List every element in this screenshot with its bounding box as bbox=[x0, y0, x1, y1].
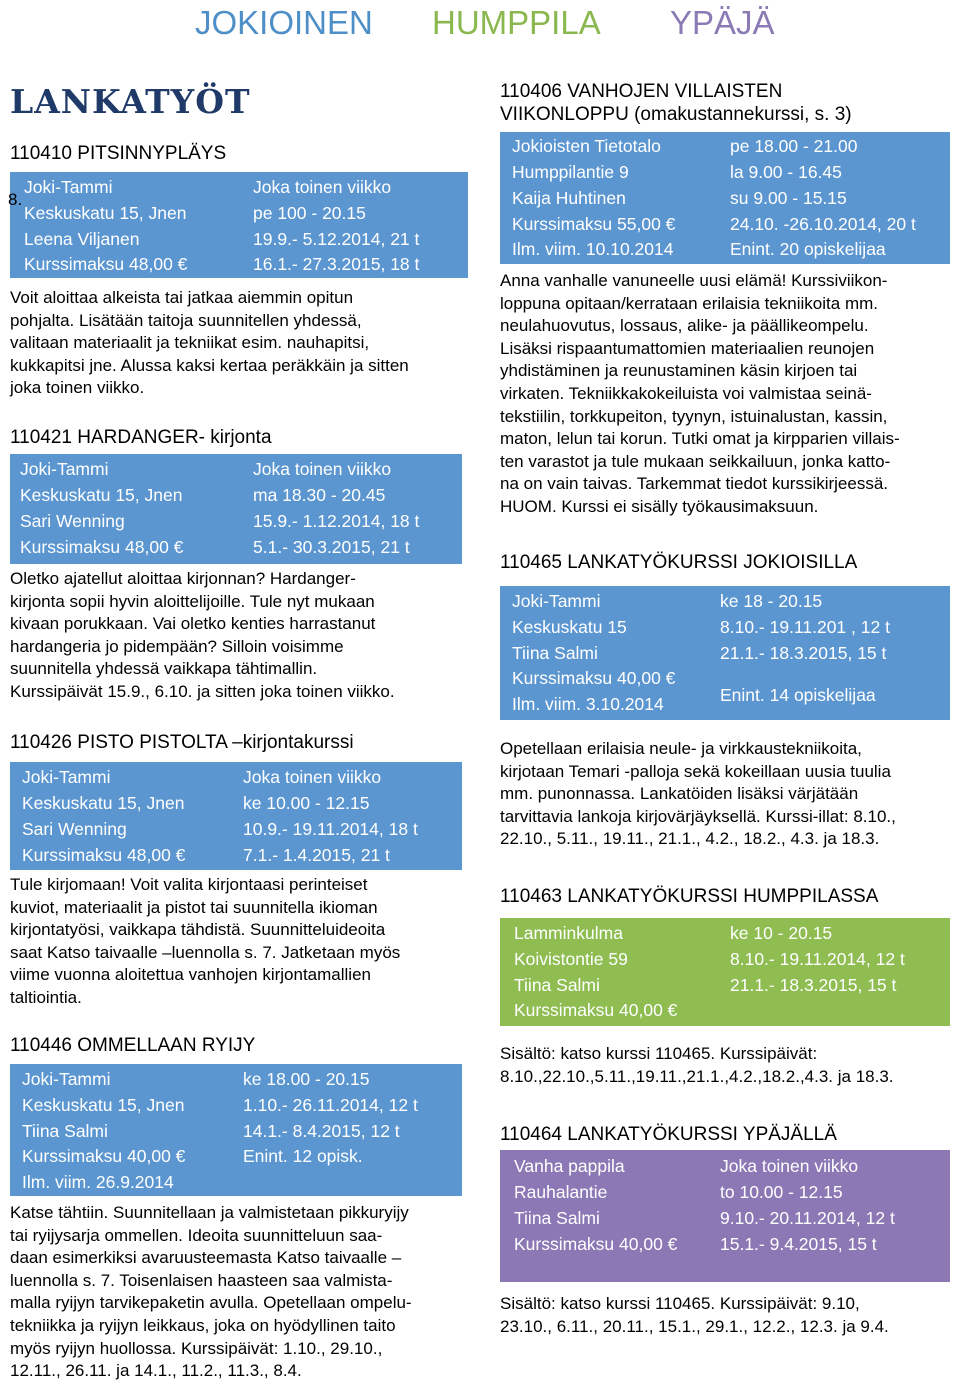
stray-mark: 8. bbox=[8, 190, 23, 209]
info-period: 24.10. -26.10.2014, 20 t bbox=[730, 214, 916, 234]
header-ypaja: YPÄJÄ bbox=[670, 4, 775, 41]
info-address: Keskuskatu 15, Jnen bbox=[22, 1095, 185, 1115]
info-teacher: Sari Wenning bbox=[22, 819, 127, 839]
info-teacher: Tiina Salmi bbox=[514, 1208, 600, 1228]
info-location: Joki-Tammi bbox=[24, 177, 113, 197]
description-line: viime vuonna aloitettua vanhojen kirjontamallien bbox=[10, 965, 371, 985]
course-description-110464 bbox=[500, 1293, 889, 1338]
heading-line: VIIKONLOPPU (omakustannekurssi, s. 3) bbox=[500, 104, 852, 125]
info-registration-deadline: Ilm. viim. 3.10.2014 bbox=[512, 694, 664, 714]
description-line: kirjonta sopii hyvin aloittelijoille. Tule nyt mukaan bbox=[10, 591, 375, 611]
description-line: Katse tähtiin. Suunnitellaan ja valmistetaan pikkuryijy bbox=[10, 1203, 409, 1222]
info-period-spring: 14.1.- 8.4.2015, 12 t bbox=[243, 1121, 400, 1141]
course-description-110446 bbox=[10, 1202, 412, 1383]
course-heading-110465: 110465 LANKATYÖKURSSI JOKIOISILLA bbox=[500, 552, 858, 573]
description-line: Sisältö: katso kurssi 110465. Kurssipäivät: bbox=[500, 1044, 818, 1063]
description-line: 23.10., 6.11., 20.11., 15.1., 29.1., 12.2., 12.3. ja 9.4. bbox=[500, 1316, 889, 1336]
course-description-110406 bbox=[500, 270, 900, 519]
description-line: Tule kirjomaan! Voit valita kirjontaasi perinteiset bbox=[10, 875, 368, 894]
course-description-110410 bbox=[10, 287, 409, 400]
description-line: neulahuovutus, lossaus, alike- ja päällikeompelu. bbox=[500, 316, 869, 336]
info-location: Vanha pappila bbox=[514, 1156, 625, 1176]
description-line: tarvittavia lankoja kirjovärjäyksellä. Kurssi-illat: 8.10., bbox=[500, 806, 896, 826]
course-description-110426 bbox=[10, 874, 400, 1010]
course-info-box-110406 bbox=[500, 132, 950, 264]
course-heading-110446: 110446 OMMELLAAN RYIJY bbox=[10, 1035, 256, 1056]
info-schedule: Joka toinen viikko bbox=[720, 1156, 859, 1176]
info-address: Keskuskatu 15, Jnen bbox=[20, 485, 183, 505]
description-line: tekniikka ja ryijyn leikkaus, joka on hyödyllinen taito bbox=[10, 1315, 396, 1335]
info-address: Keskuskatu 15 bbox=[512, 617, 627, 637]
info-time-sunday: su 9.00 - 15.15 bbox=[730, 188, 847, 208]
course-info-box-110410 bbox=[10, 172, 468, 278]
info-fee: Kurssimaksu 48,00 € bbox=[22, 845, 186, 865]
course-info-box-110446 bbox=[10, 1064, 462, 1196]
course-info-box-110463 bbox=[500, 918, 950, 1026]
info-fee: Kurssimaksu 48,00 € bbox=[20, 537, 184, 557]
info-period-autumn: 19.9.- 5.12.2014, 21 t bbox=[253, 229, 420, 249]
info-time: ke 10.00 - 12.15 bbox=[243, 793, 370, 813]
description-line: kirjontatyösi, vaikkapa tähdistä. Suunnitteluideoita bbox=[10, 920, 386, 940]
info-schedule: Joka toinen viikko bbox=[243, 767, 382, 787]
info-time: ke 10 - 20.15 bbox=[730, 923, 833, 943]
description-line: virkaten. Tekniikkakokeiluista voi valmistaa seinä- bbox=[500, 383, 872, 403]
course-description-110421 bbox=[10, 568, 395, 704]
course-heading-110426: 110426 PISTO PISTOLTA –kirjontakurssi bbox=[10, 732, 354, 753]
info-period-autumn: 9.10.- 20.11.2014, 12 t bbox=[720, 1208, 895, 1228]
info-address: Rauhalantie bbox=[514, 1182, 608, 1202]
info-schedule: Joka toinen viikko bbox=[253, 459, 392, 479]
info-time: ke 18 - 20.15 bbox=[720, 591, 823, 611]
info-fee: Kurssimaksu 40,00 € bbox=[512, 668, 676, 688]
info-period-autumn: 10.9.- 19.11.2014, 18 t bbox=[243, 819, 418, 839]
description-line: Kurssipäivät 15.9., 6.10. ja sitten joka toinen viikko. bbox=[10, 681, 395, 701]
info-location: Joki-Tammi bbox=[22, 1069, 111, 1089]
info-fee: Kurssimaksu 40,00 € bbox=[514, 1000, 678, 1020]
info-time: pe 100 - 20.15 bbox=[253, 203, 366, 223]
header-jokioinen: JOKIOINEN bbox=[195, 4, 373, 41]
info-location: Jokioisten Tietotalo bbox=[512, 136, 661, 156]
info-max-students: Enint. 20 opiskelijaa bbox=[730, 239, 886, 259]
description-line: kivaan porukkaan. Vai oletko kenties harrastanut bbox=[10, 614, 376, 634]
course-heading-110463: 110463 LANKATYÖKURSSI HUMPPILASSA bbox=[500, 886, 879, 907]
description-line: suunnitella yhdessä vaikkapa tähtimallin. bbox=[10, 659, 318, 679]
description-line: tai ryijysarja ommellen. Ideoita suunnitteluun saa- bbox=[10, 1225, 383, 1245]
info-fee: Kurssimaksu 48,00 € bbox=[24, 254, 188, 274]
description-line: 12.11., 26.11. ja 14.1., 11.2., 11.3., 8.4. bbox=[10, 1361, 302, 1381]
info-teacher: Sari Wenning bbox=[20, 511, 125, 531]
course-info-box-110465 bbox=[500, 586, 950, 720]
info-location: Joki-Tammi bbox=[20, 459, 109, 479]
info-schedule: Joka toinen viikko bbox=[253, 177, 392, 197]
description-line: ten varastot ja tule mukaan seikkailuun, jonka katto- bbox=[500, 451, 891, 471]
course-info-box-110421 bbox=[10, 454, 462, 564]
description-line: saat Katso taivaalle –luennolla s. 7. Jatketaan myös bbox=[10, 942, 401, 962]
description-line: tekstiilin, torkkupeiton, tyynyn, istuinalustan, kassin, bbox=[500, 406, 888, 426]
course-info-box-110464 bbox=[500, 1150, 950, 1282]
info-fee: Kurssimaksu 40,00 € bbox=[514, 1234, 678, 1254]
description-line: HUOM. Kurssi ei sisälly työkausimaksuun. bbox=[500, 496, 819, 516]
description-line: myös ryijyn huollossa. Kurssipäivät: 1.10., 29.10., bbox=[10, 1338, 383, 1358]
info-time: ma 18.30 - 20.45 bbox=[253, 485, 386, 505]
description-line: pohjalta. Lisätään taitoja suunnitellen yhdessä, bbox=[10, 310, 362, 330]
info-address: Keskuskatu 15, Jnen bbox=[24, 203, 187, 223]
course-description-110463 bbox=[500, 1043, 894, 1088]
description-line: kuviot, materiaalit ja pistot tai suunnitella ikioman bbox=[10, 897, 378, 917]
info-fee: Kurssimaksu 55,00 € bbox=[512, 214, 676, 234]
section-title: LANKATYÖT bbox=[10, 82, 251, 121]
info-location: Joki-Tammi bbox=[22, 767, 111, 787]
info-registration-deadline: Ilm. viim. 10.10.2014 bbox=[512, 239, 674, 259]
info-address: Keskuskatu 15, Jnen bbox=[22, 793, 185, 813]
description-line: yhdistäminen ja reunustaminen käsin kirjoen tai bbox=[500, 361, 858, 381]
info-fee: Kurssimaksu 40,00 € bbox=[22, 1146, 186, 1166]
description-line: maton, lelun tai korun. Tutki omat ja kirpparien villais- bbox=[500, 429, 900, 449]
info-teacher: Tiina Salmi bbox=[22, 1121, 108, 1141]
info-period-spring: 16.1.- 27.3.2015, 18 t bbox=[253, 254, 420, 274]
info-registration-deadline: Ilm. viim. 26.9.2014 bbox=[22, 1172, 174, 1192]
description-line: kukkapitsi jne. Alussa kaksi kertaa peräkkäin ja sitten bbox=[10, 355, 409, 375]
description-line: na on vain taivas. Tarkemmat tiedot kurssikirjeessä. bbox=[500, 474, 889, 494]
description-line: loppuna opitaan/kerrataan erilaisia tekniikoita mm. bbox=[500, 293, 878, 313]
description-line: Opetellaan erilaisia neule- ja virkkaustekniikoita, bbox=[500, 739, 862, 758]
course-heading-110464: 110464 LANKATYÖKURSSI YPÄJÄLLÄ bbox=[500, 1124, 837, 1145]
info-teacher: Kaija Huhtinen bbox=[512, 188, 626, 208]
description-line: Lisäksi rispaantumattomien materiaalien reunojen bbox=[500, 338, 875, 358]
description-line: Anna vanhalle vanuneelle uusi elämä! Kurssiviikon- bbox=[500, 271, 888, 290]
description-line: 22.10., 5.11., 19.11., 21.1., 4.2., 18.2., 4.3. ja 18.3. bbox=[500, 829, 880, 849]
info-period-autumn: 15.9.- 1.12.2014, 18 t bbox=[253, 511, 420, 531]
info-time-friday: pe 18.00 - 21.00 bbox=[730, 136, 858, 156]
info-address: Koivistontie 59 bbox=[514, 949, 628, 969]
info-period-spring: 5.1.- 30.3.2015, 21 t bbox=[253, 537, 410, 557]
heading-line: 110406 VANHOJEN VILLAISTEN bbox=[500, 81, 783, 102]
description-line: valitaan materiaalit ja tekniikat esim. nauhapitsi, bbox=[10, 333, 370, 353]
course-heading-110421: 110421 HARDANGER- kirjonta bbox=[10, 427, 272, 448]
description-line: daan esimerkiksi avaruusteemasta Katso taivaalle – bbox=[10, 1248, 402, 1268]
info-period-spring: 21.1.- 18.3.2015, 15 t bbox=[720, 643, 887, 663]
course-info-box-110426 bbox=[10, 762, 462, 870]
course-heading-110406 bbox=[500, 80, 852, 126]
description-line: taltiointia. bbox=[10, 987, 82, 1007]
info-period-spring: 21.1.- 18.3.2015, 15 t bbox=[730, 975, 897, 995]
info-location: Lamminkulma bbox=[514, 923, 623, 943]
description-line: malla ryijyn tarvikepaketin avulla. Opetellaan ompelu- bbox=[10, 1293, 412, 1313]
description-line: Sisältö: katso kurssi 110465. Kurssipäivät: 9.10, bbox=[500, 1294, 860, 1313]
info-period-autumn: 8.10.- 19.11.2014, 12 t bbox=[730, 949, 905, 969]
description-line: kirjotaan Temari -palloja sekä kokeillaan uusia tuulia bbox=[500, 761, 891, 781]
info-time: to 10.00 - 12.15 bbox=[720, 1182, 843, 1202]
info-location: Joki-Tammi bbox=[512, 591, 601, 611]
info-max-students: Enint. 14 opiskelijaa bbox=[720, 685, 876, 705]
info-time: ke 18.00 - 20.15 bbox=[243, 1069, 370, 1089]
info-teacher: Tiina Salmi bbox=[514, 975, 600, 995]
description-line: mm. punonnassa. Lankatöiden lisäksi värjätään bbox=[500, 784, 859, 804]
info-teacher: Leena Viljanen bbox=[24, 229, 140, 249]
info-max-students: Enint. 12 opisk. bbox=[243, 1146, 363, 1166]
info-teacher: Tiina Salmi bbox=[512, 643, 598, 663]
course-description-110465 bbox=[500, 738, 896, 851]
info-address: Humppilantie 9 bbox=[512, 162, 629, 182]
course-heading-110410: 110410 PITSINNYPLÄYS bbox=[10, 143, 227, 164]
description-line: Voit aloittaa alkeista tai jatkaa aiemmin opitun bbox=[10, 288, 354, 307]
description-line: Oletko ajatellut aloittaa kirjonnan? Hardanger- bbox=[10, 569, 356, 588]
info-period-spring: 7.1.- 1.4.2015, 21 t bbox=[243, 845, 390, 865]
description-line: luennolla s. 7. Toisenlaisen haasteen saa valmista- bbox=[10, 1270, 393, 1290]
description-line: hardangeria jo pidempään? Silloin voisimme bbox=[10, 636, 344, 656]
info-time-saturday: la 9.00 - 16.45 bbox=[730, 162, 842, 182]
info-period-autumn: 8.10.- 19.11.201 , 12 t bbox=[720, 617, 890, 637]
description-line: joka toinen viikko. bbox=[10, 378, 145, 398]
page-header bbox=[0, 4, 960, 44]
info-period-spring: 15.1.- 9.4.2015, 15 t bbox=[720, 1234, 877, 1254]
header-humppila: HUMPPILA bbox=[432, 4, 601, 41]
description-line: 8.10.,22.10.,5.11.,19.11.,21.1.,4.2.,18.2.,4.3. ja 18.3. bbox=[500, 1066, 894, 1086]
info-period-autumn: 1.10.- 26.11.2014, 12 t bbox=[243, 1095, 418, 1115]
